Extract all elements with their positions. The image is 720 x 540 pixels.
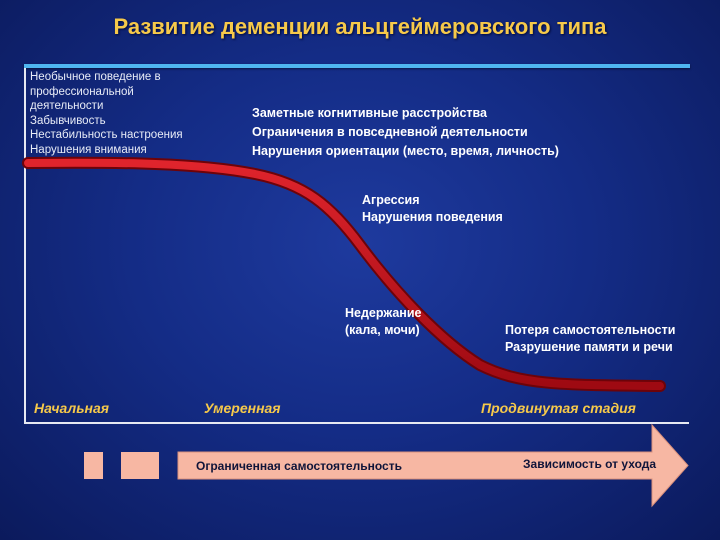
early-symptom: Необычное поведение в [30, 71, 161, 83]
slide-title: Развитие деменции альцгеймеровского типа [113, 14, 607, 39]
care-dependence-label: Зависимость от ухода [523, 457, 657, 471]
incontinence-line: Недержание [345, 306, 422, 320]
behavior-symptom: Нарушения поведения [362, 210, 503, 224]
early-symptom: профессиональной [30, 85, 134, 98]
late-symptom: Разрушение памяти и речи [505, 340, 673, 354]
stage-initial-label: Начальная [34, 400, 109, 416]
stage-advanced-label: Продвинутая стадия [481, 400, 636, 416]
incontinence-line: (кала, мочи) [345, 323, 420, 337]
late-symptom: Потеря самостоятельности [505, 323, 676, 337]
moderate-symptom: Нарушения ориентации (место, время, личность) [252, 144, 559, 158]
early-symptom: Забывчивость [30, 114, 106, 127]
behavior-symptom: Агрессия [362, 193, 420, 207]
early-symptom: деятельности [30, 100, 104, 113]
early-symptom: Нестабильность настроения [30, 129, 183, 142]
limited-independence-label: Ограниченная самостоятельность [196, 459, 402, 473]
moderate-symptom: Ограничения в повседневной деятельности [252, 125, 528, 139]
early-symptom: Нарушения внимания [30, 143, 147, 156]
moderate-symptom: Заметные когнитивные расстройства [252, 106, 488, 120]
stage-moderate-label: Умеренная [204, 400, 281, 416]
